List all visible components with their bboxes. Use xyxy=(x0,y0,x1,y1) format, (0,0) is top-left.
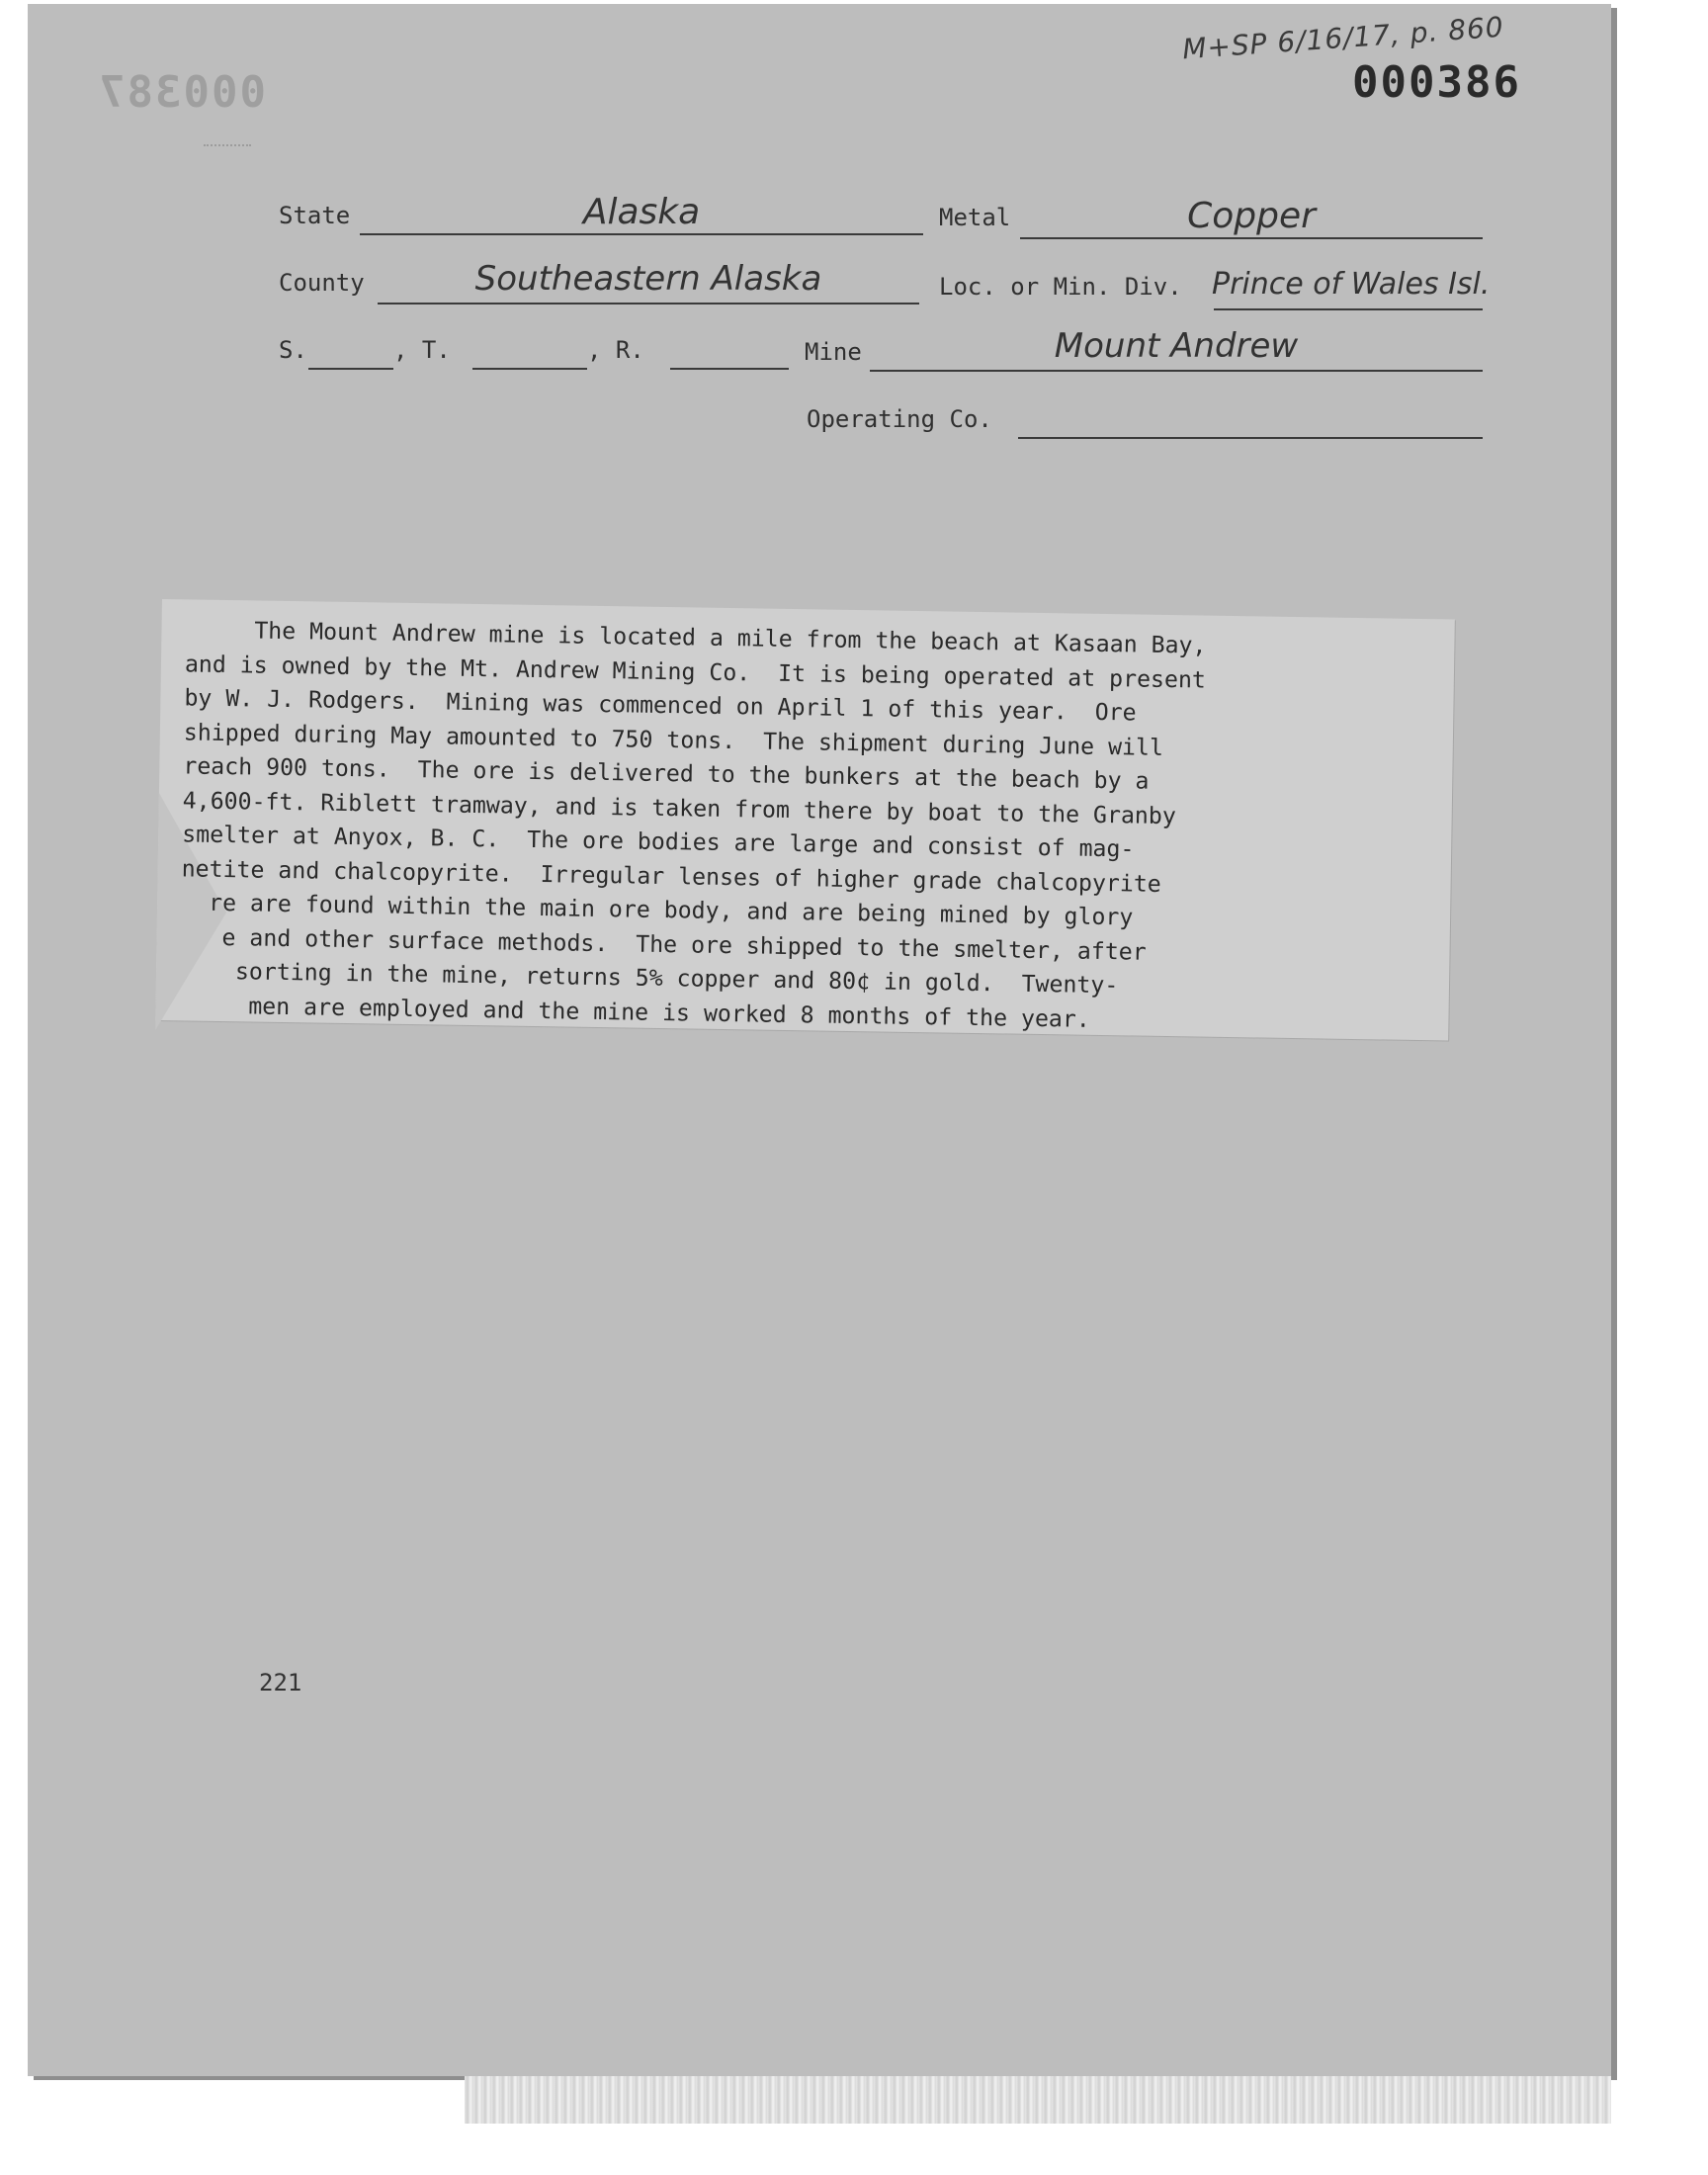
clipping-text xyxy=(179,613,1440,1042)
clipping-line: The Mount Andrew mine is located a mile from the beach at Kasaan Bay, xyxy=(185,616,1207,659)
ink-smudge xyxy=(204,136,251,146)
township-label: , T. xyxy=(393,336,451,364)
clipping-line: shipped during May amounted to 750 tons. The shipment during June will xyxy=(183,718,1164,761)
section-label: S. xyxy=(279,336,307,364)
range-label: , R. xyxy=(587,336,644,364)
clipping-line: 4,600-ft. Riblett tramway, and is taken from there by boat to the Granby xyxy=(182,786,1177,829)
operating-co-label: Operating Co. xyxy=(807,405,992,433)
division-line xyxy=(1214,308,1483,310)
metal-value: Copper xyxy=(1187,196,1316,236)
clipping-line: re are found within the main ore body, and are being mined by glory xyxy=(180,889,1134,931)
range-line xyxy=(670,368,789,370)
section-line xyxy=(308,368,393,370)
clipping-line: netite and chalcopyrite. Irregular lenses of higher grade chalcopyrite xyxy=(181,854,1161,898)
mirrored-stamp-bleedthrough: 000387 xyxy=(97,67,266,118)
state-line xyxy=(360,233,923,235)
operating-co-line xyxy=(1018,437,1483,439)
scanner-edge-strip xyxy=(465,2076,1611,2124)
clipping-line: by W. J. Rodgers. Mining was commenced on April 1 of this year. Ore xyxy=(184,684,1137,727)
county-value: Southeastern Alaska xyxy=(474,259,822,299)
metal-line xyxy=(1020,237,1483,239)
county-line xyxy=(378,303,919,304)
mine-line xyxy=(870,370,1483,372)
division-label: Loc. or Min. Div. xyxy=(939,273,1182,301)
clipping-line: men are employed and the mine is worked 8 months of the year. xyxy=(179,991,1091,1033)
county-label: County xyxy=(279,269,365,297)
page-number: 221 xyxy=(259,1669,302,1696)
clipping-line: smelter at Anyox, B. C. The ore bodies are large and consist of mag- xyxy=(182,821,1135,863)
state-label: State xyxy=(279,202,351,229)
metal-label: Metal xyxy=(939,204,1011,231)
clipping-line: and is owned by the Mt. Andrew Mining Co. It is being operated at present xyxy=(184,650,1207,694)
clipping-line: reach 900 tons. The ore is delivered to the bunkers at the beach by a xyxy=(183,752,1150,795)
clipping-line: e and other surface methods. The ore shipped to the smelter, after xyxy=(180,922,1147,966)
mine-value: Mount Andrew xyxy=(1054,326,1299,366)
reference-note: M+SP 6/16/17, p. 860 xyxy=(1181,10,1505,66)
mine-label: Mine xyxy=(805,338,862,366)
division-value: Prince of Wales Isl. xyxy=(1212,267,1491,302)
clipping-line: sorting in the mine, returns 5% copper and 80¢ in gold. Twenty- xyxy=(179,957,1119,1000)
record-number-stamp: 000386 xyxy=(1352,57,1521,108)
pasted-clipping xyxy=(155,599,1455,1040)
township-line xyxy=(472,368,587,370)
state-value: Alaska xyxy=(582,192,701,232)
